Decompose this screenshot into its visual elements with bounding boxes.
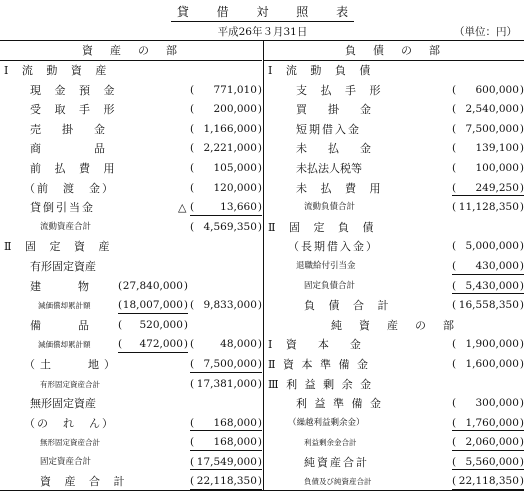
paren-close: ) — [519, 436, 524, 449]
paren-open: ( — [452, 240, 457, 253]
assets-label: 無形固定資産 — [30, 397, 96, 411]
paren-close: ) — [257, 83, 262, 96]
liabilities-amount — [452, 472, 524, 492]
paren-close: ) — [257, 161, 262, 174]
liabilities-row — [264, 218, 524, 238]
paren-open: ( — [190, 455, 195, 468]
assets-label: 流動資産合計 — [40, 221, 92, 232]
paren-close: ) — [257, 436, 262, 449]
paren-open: ( — [190, 161, 195, 174]
paren-open: ( — [452, 279, 457, 292]
liabilities-value: 5,560,000 — [465, 455, 519, 468]
assets-value: 4,569,350 — [203, 220, 257, 233]
assets-amount — [190, 159, 262, 179]
assets-value: 9,833,000 — [203, 299, 257, 312]
paren-open: ( — [452, 338, 457, 351]
liabilities-amount — [452, 159, 524, 179]
liabilities-row — [264, 433, 524, 453]
liabilities-label: Ⅱ 固 定 負 債 — [268, 220, 379, 234]
liabilities-value: 7,500,000 — [465, 122, 519, 135]
liabilities-amount — [452, 179, 524, 199]
liabilities-label: 未 払 費 用 — [296, 181, 386, 195]
liabilities-label: 純 資 産 の 部 — [331, 318, 457, 332]
paren-open: ( — [190, 181, 195, 194]
assets-label: 無形固定資産合計 — [40, 438, 100, 448]
liabilities-label: 未払法人税等 — [296, 161, 362, 175]
paren-open: ( — [190, 299, 195, 312]
liabilities-label: Ⅰ 資 本 金 — [268, 338, 366, 352]
paren-close: ) — [257, 181, 262, 194]
liabilities-label: 短期借入金 — [296, 122, 361, 136]
paren-close: ) — [519, 397, 524, 410]
liabilities-value: 1,760,000 — [465, 416, 519, 429]
assets-label: 固定資産合計 — [40, 456, 92, 467]
liabilities-section — [264, 41, 524, 492]
assets-value: 17,381,000 — [196, 377, 257, 390]
assets-section — [0, 41, 262, 492]
assets-label: （前 渡 金） — [24, 181, 115, 195]
liabilities-amount — [452, 198, 524, 218]
paren-open: ( — [452, 299, 457, 312]
assets-amount — [190, 139, 262, 159]
liabilities-value: 5,430,000 — [465, 279, 519, 292]
assets-row — [0, 414, 262, 434]
paren-close: ) — [183, 299, 188, 312]
paren-close: ) — [183, 338, 188, 351]
liabilities-label: 固定負債合計 — [304, 280, 356, 291]
liabilities-label: 利 益 準 備 金 — [296, 397, 383, 411]
assets-value: 1,166,000 — [203, 122, 257, 135]
assets-label: 減価償却累計額 — [38, 340, 91, 350]
paren-open: ( — [118, 299, 123, 312]
assets-value: 18,007,000 — [122, 299, 183, 312]
paren-open: ( — [190, 83, 195, 96]
liabilities-label: 支 払 手 形 — [296, 83, 386, 97]
assets-amount — [190, 179, 262, 199]
paren-open: ( — [452, 357, 457, 370]
paren-close: ) — [257, 142, 262, 155]
liabilities-row — [264, 159, 524, 179]
paren-open: ( — [452, 259, 457, 272]
assets-amount — [190, 81, 262, 101]
liabilities-amount — [452, 257, 524, 277]
paren-close: ) — [519, 83, 524, 96]
assets-value: 168,000 — [213, 436, 257, 449]
liabilities-label: Ⅱ 資 本 準 備 金 — [268, 357, 370, 371]
liabilities-amount — [452, 433, 524, 453]
liabilities-row — [264, 335, 524, 355]
liabilities-label: 買 掛 金 — [296, 103, 376, 117]
statement-date: 平成26年３月31日 — [217, 26, 308, 38]
assets-value: 27,840,000 — [122, 279, 183, 292]
paren-open: ( — [452, 142, 457, 155]
paren-close: ) — [257, 377, 262, 390]
paren-open: ( — [452, 416, 457, 429]
assets-row — [0, 277, 262, 297]
liabilities-row — [264, 257, 524, 277]
liabilities-row — [264, 414, 524, 434]
assets-label: 受 取 手 形 — [30, 103, 120, 117]
paren-close: ) — [257, 455, 262, 468]
liabilities-row — [264, 375, 524, 395]
liabilities-amount — [452, 120, 524, 140]
assets-value: 520,000 — [139, 318, 183, 331]
paren-open: ( — [190, 201, 195, 214]
paren-close: ) — [257, 220, 262, 233]
assets-row — [0, 120, 262, 140]
title-text: 貸 借 対 照 表 — [176, 5, 349, 19]
assets-amount — [190, 100, 262, 120]
assets-label: （の れ ん） — [24, 416, 115, 430]
liabilities-row — [264, 61, 524, 81]
paren-close: ) — [519, 103, 524, 116]
liabilities-label: 利益剰余金合計 — [304, 438, 357, 448]
paren-open: ( — [190, 377, 195, 390]
liabilities-label: 未 払 金 — [296, 142, 376, 156]
assets-amount — [118, 316, 188, 336]
liabilities-label: Ⅰ 流 動 負 債 — [268, 64, 376, 77]
assets-amount — [190, 120, 262, 140]
liabilities-value: 22,118,350 — [458, 475, 519, 488]
paren-open: ( — [190, 357, 195, 370]
liabilities-amount — [452, 453, 524, 473]
liabilities-amount — [452, 100, 524, 120]
assets-label: 売 掛 金 — [30, 122, 110, 136]
paren-open: ( — [190, 436, 195, 449]
paren-close: ) — [519, 338, 524, 351]
paren-open: ( — [190, 220, 195, 233]
assets-row — [0, 159, 262, 179]
liabilities-label: 負債及び純資産合計 — [304, 477, 372, 487]
paren-close: ) — [519, 475, 524, 488]
paren-open: ( — [190, 338, 195, 351]
liabilities-amount — [452, 335, 524, 355]
assets-row — [0, 472, 262, 492]
paren-close: ) — [257, 338, 262, 351]
assets-row — [0, 296, 262, 316]
assets-value: 48,000 — [220, 338, 257, 351]
assets-value: 22,118,350 — [196, 475, 257, 488]
paren-open: ( — [190, 416, 195, 429]
paren-close: ) — [519, 416, 524, 429]
liabilities-row — [264, 100, 524, 120]
balance-sheet — [0, 40, 524, 491]
paren-open: ( — [452, 122, 457, 135]
assets-value: 472,000 — [139, 338, 183, 351]
paren-close: ) — [519, 161, 524, 174]
assets-amount — [118, 335, 188, 355]
liabilities-row — [264, 394, 524, 414]
unit-label: （単位：円） — [454, 26, 517, 38]
liabilities-label: （長期借入金） — [288, 240, 379, 254]
paren-open: ( — [190, 475, 195, 488]
liabilities-amount — [452, 139, 524, 159]
assets-row — [0, 237, 262, 257]
liabilities-label: 純資産合計 — [304, 455, 369, 469]
paren-close: ) — [257, 299, 262, 312]
assets-row — [0, 257, 262, 277]
paren-close: ) — [519, 357, 524, 370]
liabilities-value: 16,558,350 — [458, 299, 519, 312]
liabilities-value: 5,000,000 — [465, 240, 519, 253]
page-title — [0, 3, 525, 19]
assets-heading: 資 産 の 部 — [0, 41, 262, 61]
assets-amount — [190, 375, 262, 395]
liabilities-label: 退職給付引当金 — [296, 260, 356, 271]
liabilities-amount — [452, 394, 524, 414]
assets-row — [0, 139, 262, 159]
assets-label: （土 地） — [24, 357, 120, 371]
assets-label: 貸倒引当金 — [30, 201, 95, 215]
assets-label: Ⅰ 流 動 資 産 — [4, 64, 112, 77]
assets-amount — [190, 296, 262, 316]
assets-amount — [190, 472, 262, 492]
assets-row — [0, 179, 262, 199]
paren-open: ( — [118, 279, 123, 292]
assets-row — [0, 375, 262, 395]
liabilities-label: Ⅲ 利 益 剰 余 金 — [268, 377, 374, 391]
assets-label: 前 払 費 用 — [30, 161, 120, 175]
paren-open: ( — [452, 397, 457, 410]
liabilities-row — [264, 277, 524, 297]
paren-close: ) — [257, 201, 262, 214]
liabilities-label: 負 債 合 計 — [304, 299, 394, 313]
liabilities-label: （繰越利益剰余金） — [288, 417, 365, 428]
assets-value: 2,221,000 — [203, 142, 257, 155]
paren-close: ) — [183, 279, 188, 292]
assets-label: 商 品 — [30, 142, 110, 156]
paren-open: ( — [452, 83, 457, 96]
paren-close: ) — [519, 455, 524, 468]
assets-row — [0, 316, 262, 336]
liabilities-value: 600,000 — [475, 83, 519, 96]
assets-label: 現 金 預 金 — [30, 83, 120, 97]
liabilities-value: 2,060,000 — [465, 436, 519, 449]
liabilities-value: 139,100 — [475, 142, 519, 155]
paren-close: ) — [519, 240, 524, 253]
liabilities-value: 11,128,350 — [458, 201, 519, 214]
liabilities-amount — [452, 81, 524, 101]
paren-open: ( — [452, 201, 457, 214]
liabilities-row — [264, 120, 524, 140]
paren-open: ( — [190, 103, 195, 116]
paren-open: ( — [190, 122, 195, 135]
assets-label: 有形固定資産合計 — [40, 379, 100, 389]
assets-label: Ⅱ 固 定 資 産 — [4, 240, 115, 254]
assets-amount — [118, 296, 188, 316]
liabilities-amount — [452, 414, 524, 434]
assets-row — [0, 61, 262, 81]
liabilities-value: 1,600,000 — [465, 357, 519, 370]
assets-amount — [190, 335, 262, 355]
assets-label: 資 産 合 計 — [40, 475, 130, 489]
assets-row — [0, 81, 262, 101]
assets-row — [0, 100, 262, 120]
liabilities-label: 流動負債合計 — [304, 202, 356, 213]
assets-value: 105,000 — [213, 161, 257, 174]
paren-open: ( — [452, 436, 457, 449]
liabilities-row — [264, 355, 524, 375]
assets-value: 17,549,000 — [196, 455, 257, 468]
paren-close: ) — [257, 475, 262, 488]
paren-close: ) — [257, 357, 262, 370]
paren-close: ) — [519, 122, 524, 135]
assets-amount — [118, 277, 188, 297]
assets-amount — [190, 218, 262, 238]
liabilities-row — [264, 316, 524, 336]
assets-row — [0, 355, 262, 375]
assets-value: 7,500,000 — [203, 357, 257, 370]
liabilities-row — [264, 139, 524, 159]
assets-amount — [190, 355, 262, 375]
paren-open: ( — [452, 103, 457, 116]
paren-close: ) — [183, 318, 188, 331]
liabilities-value: 2,540,000 — [465, 103, 519, 116]
liabilities-amount — [452, 355, 524, 375]
liabilities-amount — [452, 237, 524, 257]
paren-open: ( — [118, 318, 123, 331]
paren-close: ) — [519, 259, 524, 272]
paren-open: ( — [452, 475, 457, 488]
paren-close: ) — [257, 103, 262, 116]
liabilities-row — [264, 296, 524, 316]
assets-amount — [190, 453, 262, 473]
liabilities-row — [264, 453, 524, 473]
paren-open: ( — [452, 181, 457, 194]
assets-row — [0, 198, 262, 218]
paren-open: ( — [452, 455, 457, 468]
paren-close: ) — [519, 299, 524, 312]
paren-close: ) — [257, 122, 262, 135]
assets-label: 建 物 — [30, 279, 94, 293]
assets-row — [0, 433, 262, 453]
liabilities-amount — [452, 296, 524, 316]
assets-amount — [190, 414, 262, 434]
paren-open: ( — [118, 338, 123, 351]
liabilities-heading: 負 債 の 部 — [264, 41, 524, 61]
assets-value: 120,000 — [213, 181, 257, 194]
paren-close: ) — [519, 279, 524, 292]
paren-close: ) — [519, 201, 524, 214]
negative-marker: △ — [178, 201, 187, 215]
liabilities-value: 1,900,000 — [465, 338, 519, 351]
assets-row — [0, 218, 262, 238]
liabilities-row — [264, 198, 524, 218]
liabilities-amount — [452, 277, 524, 297]
liabilities-value: 249,250 — [475, 181, 519, 194]
assets-row — [0, 453, 262, 473]
paren-close: ) — [519, 142, 524, 155]
liabilities-row — [264, 237, 524, 257]
paren-open: ( — [452, 161, 457, 174]
liabilities-row — [264, 179, 524, 199]
assets-amount — [190, 433, 262, 453]
paren-close: ) — [257, 416, 262, 429]
assets-row — [0, 394, 262, 414]
assets-row — [0, 335, 262, 355]
assets-label: 備 品 — [30, 318, 94, 332]
assets-amount — [190, 198, 262, 218]
assets-value: 771,010 — [213, 83, 257, 96]
assets-label: 有形固定資産 — [30, 259, 96, 273]
assets-label: 減価償却累計額 — [38, 301, 91, 311]
liabilities-row — [264, 81, 524, 101]
liabilities-value: 100,000 — [475, 161, 519, 174]
assets-value: 200,000 — [213, 103, 257, 116]
assets-value: 168,000 — [213, 416, 257, 429]
liabilities-value: 430,000 — [475, 259, 519, 272]
paren-close: ) — [519, 181, 524, 194]
liabilities-value: 300,000 — [475, 397, 519, 410]
assets-value: 13,660 — [220, 201, 257, 214]
liabilities-row — [264, 472, 524, 492]
paren-open: ( — [190, 142, 195, 155]
